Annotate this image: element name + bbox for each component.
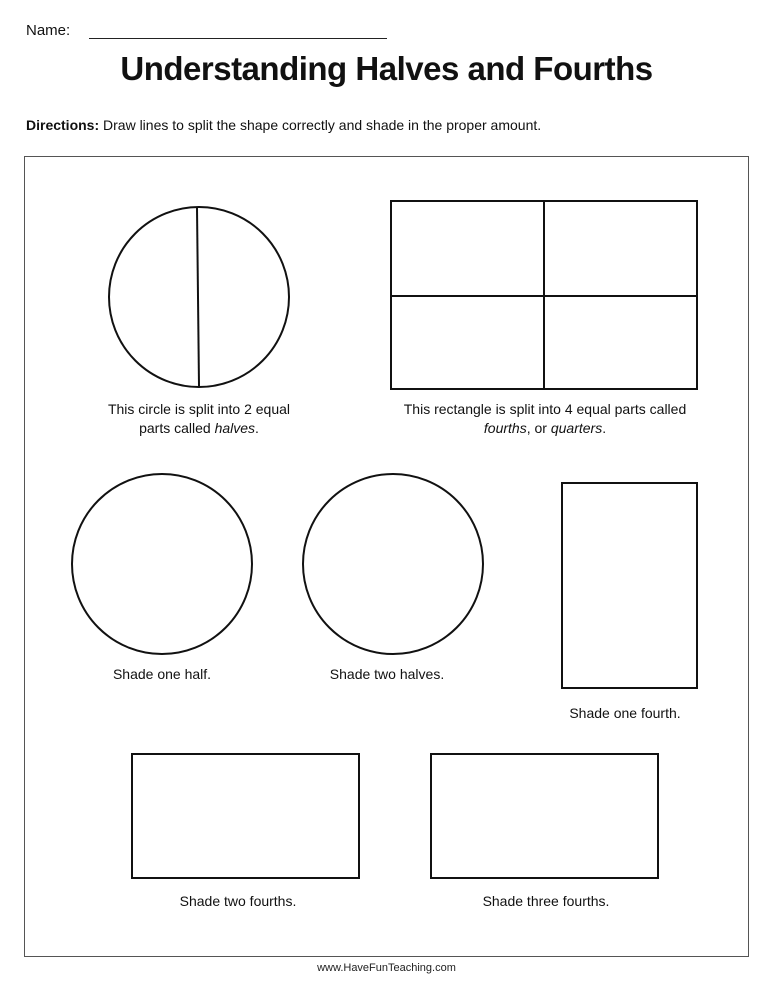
circle-shade-one-half[interactable] (71, 473, 253, 655)
caption-shade-one-half: Shade one half. (112, 666, 212, 682)
caption-shade-one-fourth: Shade one fourth. (569, 705, 681, 721)
halves-term: halves (214, 420, 256, 436)
example-circle-halves (108, 206, 290, 388)
footer-website: www.HaveFunTeaching.com (317, 962, 456, 974)
fourths-term: fourths (483, 420, 527, 436)
rectangle-example-caption (380, 400, 710, 438)
directions-text: Draw lines to split the shape correctly and shade in the proper amount. (99, 117, 542, 133)
caption-shade-two-halves: Shade two halves. (329, 666, 445, 682)
caption-shade-three-fourths: Shade three fourths. (482, 893, 610, 909)
name-label: Name: (26, 22, 71, 39)
circle-caption-line2 (79, 419, 319, 438)
worksheet-panel (24, 156, 749, 957)
rect-caption-line2 (380, 419, 710, 438)
directions-label: Directions: (26, 117, 100, 133)
rect-caption-end: . (602, 420, 607, 436)
rect-caption-line1: This rectangle is split into 4 equal parts called (403, 401, 687, 417)
page-title: Understanding Halves and Fourths (120, 50, 653, 87)
name-field[interactable] (89, 38, 387, 39)
rectangle-shade-three-fourths[interactable] (430, 753, 659, 879)
rect-caption-mid: , or (526, 420, 551, 436)
fourths-horizontal-line (392, 295, 696, 297)
circle-caption-suffix: . (255, 420, 259, 436)
halves-divider-line (110, 208, 288, 386)
rectangle-shade-two-fourths[interactable] (131, 753, 360, 879)
directions (26, 117, 541, 133)
circle-example-caption (79, 400, 319, 438)
rectangle-shade-one-fourth[interactable] (561, 482, 698, 689)
circle-shade-two-halves[interactable] (302, 473, 484, 655)
quarters-term: quarters (550, 420, 603, 436)
circle-caption-line1: This circle is split into 2 equal (107, 401, 291, 417)
example-rectangle-fourths (390, 200, 698, 390)
circle-caption-prefix: parts called (139, 420, 215, 436)
caption-shade-two-fourths: Shade two fourths. (179, 893, 297, 909)
